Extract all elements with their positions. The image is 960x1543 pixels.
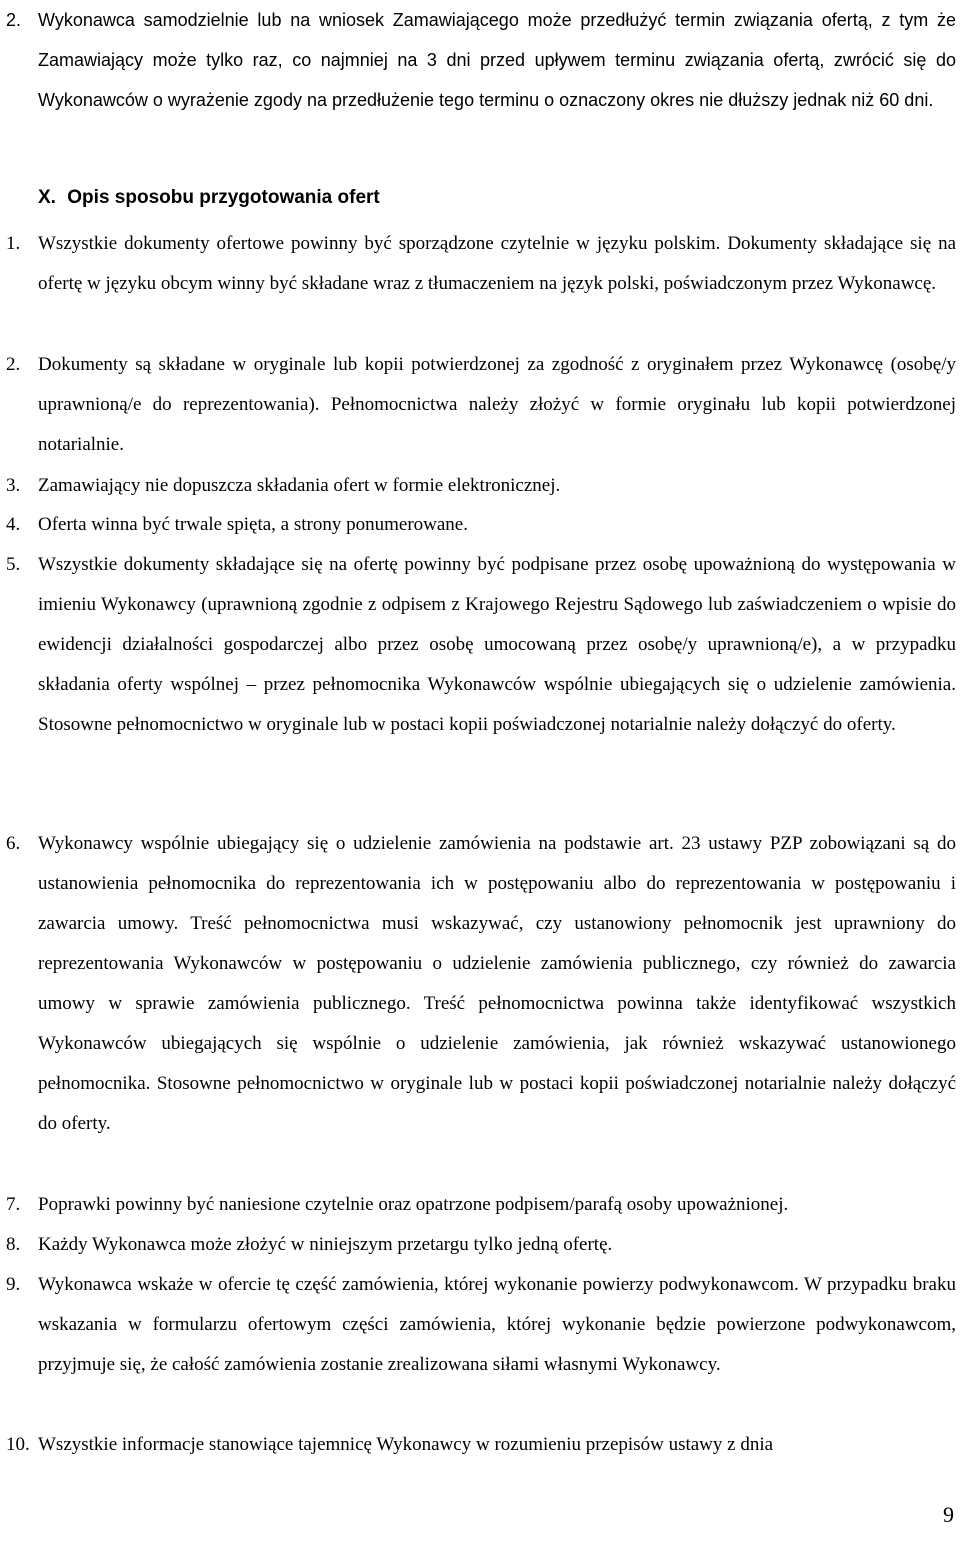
item-text: Wszystkie dokumenty ofertowe powinny być sporządzone czytelnie w języku polskim. Dokumenty składające się na ofertę w języku obcym winny być składane wraz z tłumaczeniem na język polski, poświadczonym przez Wykonawcę.	[38, 233, 956, 294]
item-number: 7.	[6, 1194, 21, 1215]
paragraph-number: 2.	[6, 10, 22, 30]
section-heading-number: X.	[38, 187, 56, 208]
item-text: Oferta winna być trwale spięta, a strony ponumerowane.	[38, 514, 468, 535]
item-number: 8.	[6, 1234, 21, 1255]
section-heading	[38, 178, 380, 218]
item-text: Wszystkie dokumenty składające się na ofertę powinny być podpisane przez osobę upoważnioną do występowania w imieniu Wykonawcy (uprawnioną zgodnie z odpisem z Krajowego Rejestru Sądowego lub zaświadczeniem o wpisie do ewidencji działalności gospodarczej albo przez osobę umocowaną przez osobę/y uprawnioną/e), a w przypadku składania oferty wspólnej – przez pełnomocnika Wykonawców wspólnie ubiegających się o udzielenie zamówienia. Stosowne pełnomocnictwo w oryginale lub w postaci kopii poświadczonej notarialnie należy dołączyć do oferty.	[38, 554, 956, 735]
item-number: 9.	[6, 1274, 21, 1295]
item-text: Dokumenty są składane w oryginale lub kopii potwierdzonej za zgodność z oryginałem przez Wykonawcę (osobę/y uprawnioną/e do reprezentowania). Pełnomocnictwa należy złożyć w formie oryginału lub kopii potwierdzonej notarialnie.	[38, 354, 956, 455]
item-number: 3.	[6, 475, 21, 496]
item-text: Wszystkie informacje stanowiące tajemnicę Wykonawcy w rozumieniu przepisów ustawy z dnia	[38, 1434, 774, 1455]
page-number: 9	[943, 1502, 954, 1527]
section-item-4	[0, 505, 956, 545]
section-item-3	[0, 466, 956, 506]
section-heading-title: Opis sposobu przygotowania ofert	[67, 187, 380, 208]
section-item-10	[0, 1425, 956, 1465]
item-number: 10.	[6, 1434, 30, 1455]
section-item-9	[0, 1265, 956, 1385]
item-number: 4.	[6, 514, 21, 535]
section-item-2	[0, 345, 956, 465]
section-item-8	[0, 1225, 956, 1265]
item-text: Poprawki powinny być naniesione czytelnie oraz opatrzone podpisem/parafą osoby upoważnionej.	[38, 1194, 789, 1215]
item-number: 1.	[6, 233, 21, 254]
item-number: 5.	[6, 554, 21, 575]
item-text: Wykonawca wskaże w ofercie tę część zamówienia, której wykonanie powierzy podwykonawcom. W przypadku braku wskazania w formularzu ofertowym części zamówienia, której wykonanie będzie powierzone podwykonawcom, przyjmuje się, że całość zamówienia zostanie zrealizowana siłami własnymi Wykonawcy.	[38, 1274, 956, 1375]
section-item-7	[0, 1185, 956, 1225]
item-text: Każdy Wykonawca może złożyć w niniejszym przetargu tylko jedną ofertę.	[38, 1234, 613, 1255]
section-item-6	[0, 824, 956, 1144]
paragraph-text: Wykonawca samodzielnie lub na wniosek Zamawiającego może przedłużyć termin związania ofertą, z tym że Zamawiający może tylko raz, co najmniej na 3 dni przed upływem terminu związania ofertą, zwrócić się do Wykonawców o wyrażenie zgody na przedłużenie tego terminu o oznaczony okres nie dłuższy jednak niż 60 dni.	[38, 10, 956, 110]
item-number: 6.	[6, 833, 21, 854]
item-number: 2.	[6, 354, 21, 375]
item-text: Wykonawcy wspólnie ubiegający się o udzielenie zamówienia na podstawie art. 23 ustawy PZP zobowiązani są do ustanowienia pełnomocnika do reprezentowania ich w postępowaniu albo do reprezentowania w postępowaniu i zawarcia umowy. Treść pełnomocnictwa musi wskazywać, czy ustanowiony pełnomocnik jest uprawniony do reprezentowania Wykonawców w postępowaniu o udzielenie zamówienia publicznego, czy również do zawarcia umowy w sprawie zamówienia publicznego. Treść pełnomocnictwa powinna także identyfikować wszystkich Wykonawców ubiegających się wspólnie o udzielenie zamówienia, jak również wskazywać ustanowionego pełnomocnika. Stosowne pełnomocnictwo w oryginale lub w postaci kopii poświadczonej notarialnie należy dołączyć do oferty.	[38, 833, 956, 1134]
item-text: Zamawiający nie dopuszcza składania ofert w formie elektronicznej.	[38, 475, 561, 496]
section-item-1	[0, 224, 956, 304]
section-item-5	[0, 545, 956, 745]
paragraph-2-validity	[0, 0, 956, 120]
